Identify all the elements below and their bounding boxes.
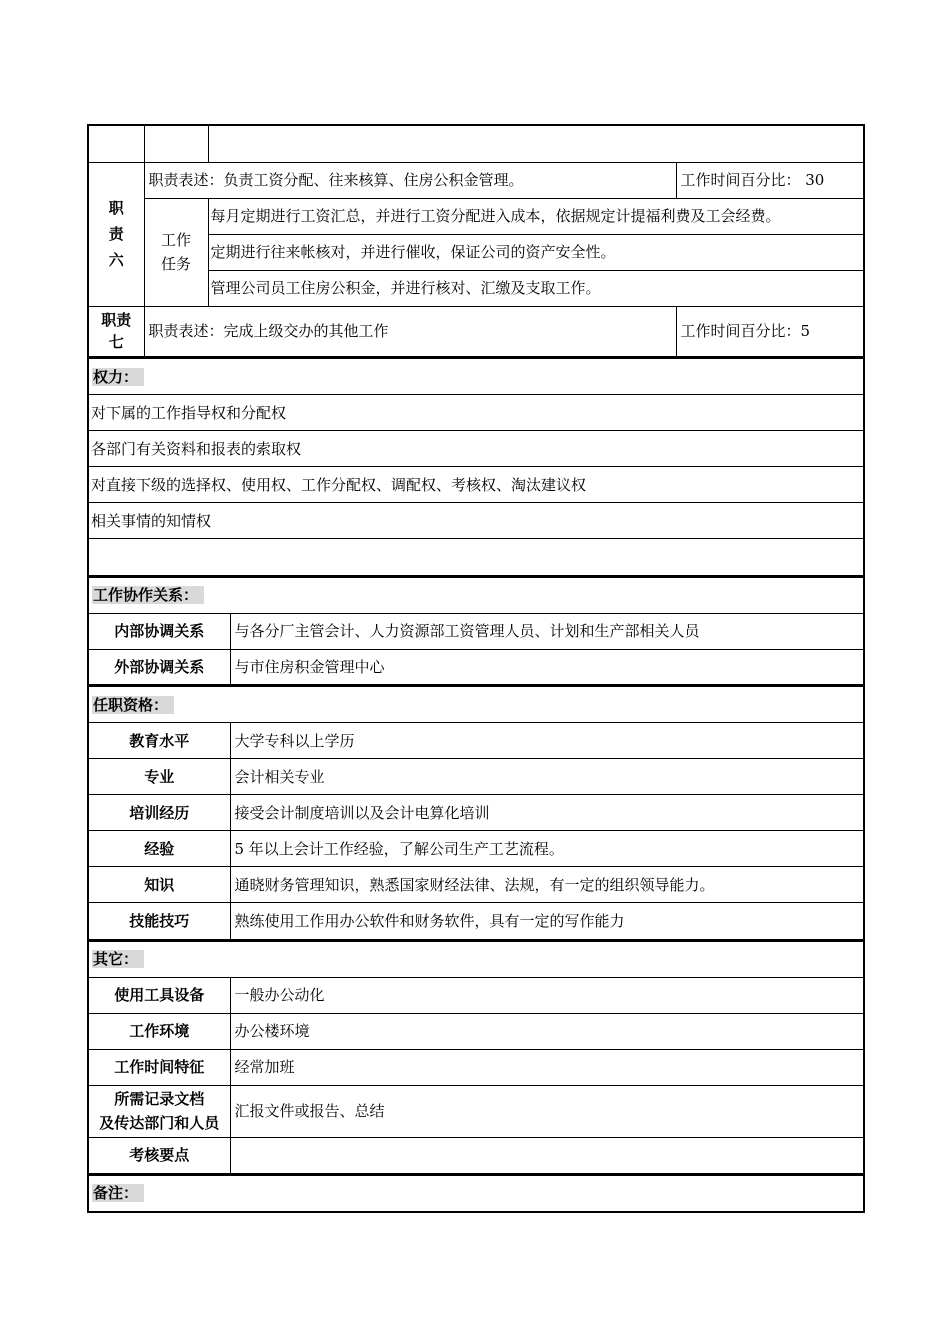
continuation-cell xyxy=(208,125,864,162)
internal-coordination-label: 内部协调关系 xyxy=(88,613,230,649)
other-title-text: 其它： xyxy=(92,950,144,968)
duty-six-task: 每月定期进行工资汇总，并进行工资分配进入成本，依据规定计提福利费及工会经费。 xyxy=(208,198,864,234)
remarks-title-text: 备注： xyxy=(92,1184,144,1202)
authority-item xyxy=(88,539,864,576)
authority-item: 相关事情的知情权 xyxy=(88,503,864,539)
training-label: 培训经历 xyxy=(88,795,230,831)
authority-item: 对直接下级的选择权、使用权、工作分配权、调配权、考核权、淘汰建议权 xyxy=(88,467,864,503)
duty-six-time-percent: 工作时间百分比： 30 xyxy=(676,162,864,198)
duty-six-tasks-label: 工作 任务 xyxy=(144,198,208,306)
duty-seven-time-percent: 工作时间百分比：5 xyxy=(676,306,864,357)
duty-six-label: 职 责 六 xyxy=(88,162,144,306)
tools-value: 一般办公动化 xyxy=(230,977,864,1013)
duty-six-task: 管理公司员工住房公积金，并进行核对、汇缴及支取工作。 xyxy=(208,270,864,306)
documents-label: 所需记录文档 及传达部门和人员 xyxy=(88,1085,230,1137)
education-value: 大学专科以上学历 xyxy=(230,723,864,759)
knowledge-value: 通晓财务管理知识，熟悉国家财经法律、法规，有一定的组织领导能力。 xyxy=(230,867,864,903)
cooperation-title-text: 工作协作关系： xyxy=(92,586,204,604)
assessment-value xyxy=(230,1137,864,1174)
other-title xyxy=(88,941,864,977)
authority-title xyxy=(88,359,864,395)
other-table xyxy=(87,941,865,1176)
authority-title-text: 权力： xyxy=(92,368,144,386)
authority-item: 对下属的工作指导权和分配权 xyxy=(88,395,864,431)
qualification-title-text: 任职资格： xyxy=(92,696,174,714)
skills-label: 技能技巧 xyxy=(88,903,230,940)
cooperation-title xyxy=(88,577,864,613)
work-environment-label: 工作环境 xyxy=(88,1013,230,1049)
knowledge-label: 知识 xyxy=(88,867,230,903)
training-value: 接受会计制度培训以及会计电算化培训 xyxy=(230,795,864,831)
authority-item: 各部门有关资料和报表的索取权 xyxy=(88,431,864,467)
remarks-table xyxy=(87,1175,865,1213)
internal-coordination-value: 与各分厂主管会计、人力资源部工资管理人员、计划和生产部相关人员 xyxy=(230,613,864,649)
major-value: 会计相关专业 xyxy=(230,759,864,795)
duty-seven-label: 职责 七 xyxy=(88,306,144,357)
job-description-sheet xyxy=(87,124,863,1213)
duty-six-task: 定期进行往来帐核对，并进行催收，保证公司的资产安全性。 xyxy=(208,234,864,270)
authority-table xyxy=(87,358,865,577)
external-coordination-label: 外部协调关系 xyxy=(88,649,230,685)
qualification-title xyxy=(88,687,864,723)
documents-value: 汇报文件或报告、总结 xyxy=(230,1085,864,1137)
continuation-cell xyxy=(88,125,144,162)
duty-seven-statement: 职责表述：完成上级交办的其他工作 xyxy=(144,306,676,357)
external-coordination-value: 与市住房积金管理中心 xyxy=(230,649,864,685)
working-hours-value: 经常加班 xyxy=(230,1049,864,1085)
education-label: 教育水平 xyxy=(88,723,230,759)
tools-label: 使用工具设备 xyxy=(88,977,230,1013)
qualification-table xyxy=(87,686,865,941)
cooperation-table xyxy=(87,577,865,687)
major-label: 专业 xyxy=(88,759,230,795)
continuation-cell xyxy=(144,125,208,162)
duties-table xyxy=(87,124,865,358)
experience-label: 经验 xyxy=(88,831,230,867)
skills-value: 熟练使用工作用办公软件和财务软件，具有一定的写作能力 xyxy=(230,903,864,940)
duty-six-statement: 职责表述：负责工资分配、往来核算、住房公积金管理。 xyxy=(144,162,676,198)
work-environment-value: 办公楼环境 xyxy=(230,1013,864,1049)
working-hours-label: 工作时间特征 xyxy=(88,1049,230,1085)
experience-value: 5 年以上会计工作经验，了解公司生产工艺流程。 xyxy=(230,831,864,867)
remarks-title xyxy=(88,1176,864,1212)
assessment-label: 考核要点 xyxy=(88,1137,230,1174)
